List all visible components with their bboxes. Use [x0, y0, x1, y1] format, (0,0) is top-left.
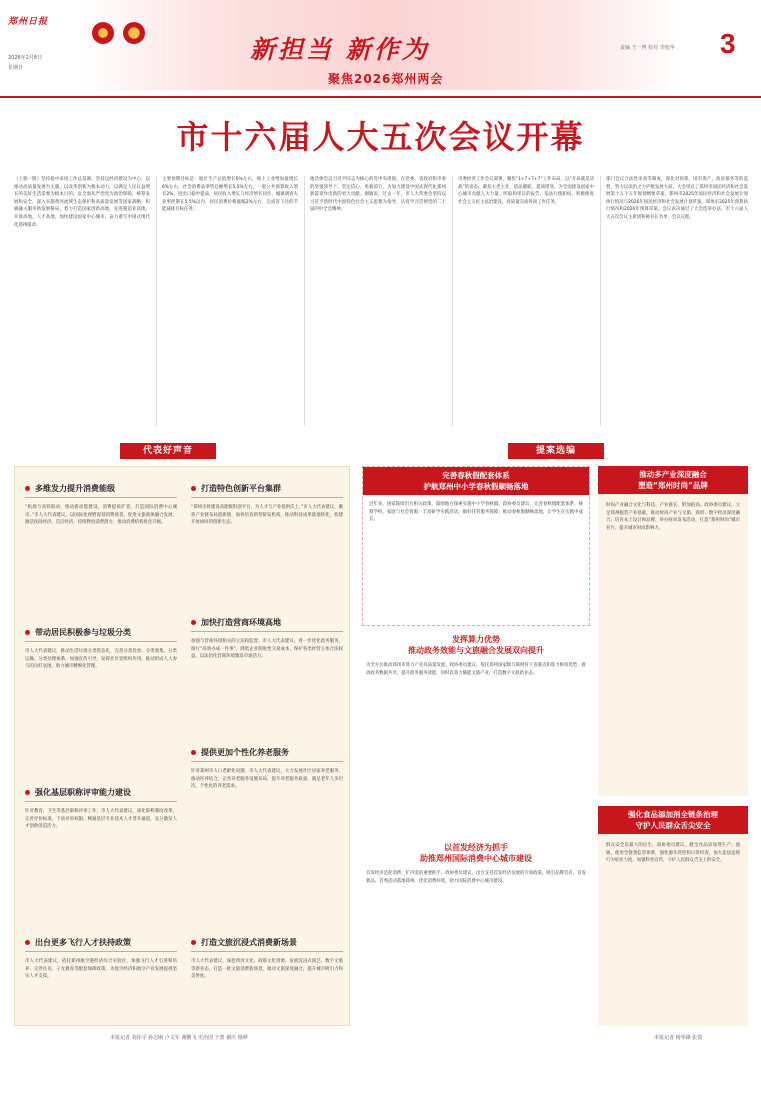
voice-item: [191, 617, 343, 738]
header-divider: [0, 96, 761, 98]
proposal-article: [362, 466, 590, 626]
proposal-article: [362, 842, 590, 1027]
main-headline: 市十六届人大五次会议开幕: [176, 118, 585, 156]
left-panel-tab: 代表好声音: [120, 443, 216, 459]
proposal-title: 推动多产业深度融合 塑造“郑州时尚”品牌: [598, 466, 748, 494]
header-slogan: 新担当 新作为: [250, 35, 430, 64]
proposal-body: 时尚产业融合文化与科技、产业链长，附加值高。政协委员建议，立足郑州服装产业基础，推动时尚产业与文旅、商贸、数字经济深度融合，培育本土设计师品牌，举办时尚发布活动，打造“郑州时尚”城市名片，提升城市时尚影响力。: [606, 503, 740, 531]
article-column-1: （上接一版）坚持稳中求进工作总基调，坚持以经济建设为中心，以推动高质量发展为主题，以改革创新为根本动力，以满足人民日益增长的美好生活需要为根本目的，以全面从严治党为政治保障，统筹发展和安全，深入实施黄河流域生态保护和高质量发展等国家战略，积极融入服务新发展格局，着力打造国家创新高地、先进制造业高地、开放高地、人才高地，加快建设国家中心城市，奋力谱写中国式现代化郑州篇章。: [14, 177, 150, 228]
article-column-5: 部门会议合法性审查等制度，深化对预算、国有资产、政府债务等的监督，努力以法治之力护航发展大局。大会审议了郑州市国民经济和社会发展第十五个五年规划纲要草案，郑州市2025年国民经济和社会发展计划执行情况与2026年国民经济和社会发展计划草案，郑州市2025年预算执行情况和2026年预算草案。会议表决通过了大会选举办法、市十六届人大五次会议主席团和秘书长名单，会议议程。: [606, 177, 748, 220]
representative-voices-panel: [14, 466, 350, 1026]
article-column-3: 地话体会以习近平同志为核心的党中央周围，在党委、省政府和市委的坚强领导下，坚定信心、勇毅前行，为加力建设中国式现代化郑州新篇章作出新的更大贡献。谢敏说，过去一年，市人大常委会坚持以习近平新时代中国特色社会主义思想为指导，认真学习贯彻党的二十届四中全会精神。: [310, 177, 446, 213]
voice-item-body: 针对郑州市人口老龄化问题，市人大代表建议，大力发展社区居家养老服务，推动医养结合，完善养老服务设施布局，提升养老服务质量，满足老年人多层次、个性化的养老需求。: [191, 769, 343, 790]
proposal-title: 发挥算力优势 推动政务效能与文旅融合发展双向提升: [408, 635, 544, 655]
newspaper-logo: 郑州日报: [8, 17, 49, 27]
voice-item-body: 市人大代表建议，推动生活垃圾分类常态化，完善分类投放、分类收集、分类运输、分类处理体系，加强宣传引导，发挥社区党组织作用，推动形成人人参与的良好氛围，助力城市精细化管理。: [25, 649, 177, 670]
column-divider: [156, 176, 157, 426]
voice-item-body: “郑州市将建设高能级科创平台，为人才与产业提供沃土，”市人大代表建议，聚焦产业链布局创新链，加快培育新型研发机构，推动科技成果就地转化，构建开放协同的创新生态。: [191, 505, 343, 526]
page-number: 3: [720, 28, 736, 59]
voice-item-body: 针对教育、卫生等基层职称评审工作，市人大代表建议，深化职称制度改革，完善评价标准，下放评审权限，畅通基层专业技术人才晋升通道，充分激发人才创新创造活力。: [25, 809, 177, 830]
voice-item: [191, 747, 343, 868]
voice-item-title: 打造文旅沉浸式消费新场景: [191, 937, 343, 948]
proposal-title: 完善春秋假配套体系 护航郑州中小学春秋假顺畅落地: [363, 467, 589, 495]
voice-item-body: 加强与营商环境相关的立法和监督，市人大代表建议，进一步优化政务服务，推行“高效办成一件事”，降低企业制度性交易成本，保护各类经营主体合法权益，以法治化营商环境激发市场活力。: [191, 639, 343, 660]
voice-item: [25, 937, 177, 1030]
voice-item: [25, 483, 177, 596]
proposal-article: [362, 634, 590, 834]
proposal-side-box: [598, 806, 748, 1026]
column-divider: [600, 176, 601, 426]
article-column-2: 主要预期目标是：地区生产总值增长6%左右，规上工业增加值增长6%左右，社会消费品零售总额增长5.5%左右，一般公共预算收入增长2%，进出口稳中提质，居民收入增长与经济增长同步，城镇调查失业率控制在5.5%以内，居民消费价格涨幅2%左右，完成省下达的节能减排目标任务。: [162, 177, 298, 213]
voice-item-title: 多维发力提升消费能级: [25, 483, 177, 494]
voice-item: [25, 787, 177, 916]
voice-item-body: “机场与高铁联动，推动新动能建设，消费提质扩容，打造国际消费中心城市。”市人大代表建议，以国际化视野谋划消费场景，促进文旅商体融合发展，激活夜间经济、首店经济，持续释放消费潜力，推动消费结构优化升级。: [25, 505, 177, 526]
column-divider: [304, 176, 305, 426]
voice-item: [191, 483, 343, 596]
voice-item-body: 市人大代表建议，依托郑州航空港经济综合实验区，加强飞行人才引进和培养，完善住房、子女教育等配套保障政策，为低空经济和航空产业发展提供坚实人才支撑。: [25, 959, 177, 980]
emblem-group: [92, 22, 149, 48]
column-divider: [452, 176, 453, 426]
article-column-4: 市委经济工作会议部署，聚焦“1+7+7+7”工作布局，以“开局就是决战”的姿态，紧扣主责主业，依法履职，提质增效，为全面建设国家中心城市贡献人大力量。听取和审议的报告，依法行使职权，积极推进社会主义民主法治建设，高质量完成各项工作任务。: [458, 177, 594, 205]
proposal-title: 以首发经济为抓手 助推郑州国际消费中心城市建设: [420, 843, 532, 863]
proposal-body: 群众安全是最大的民生。政协委员建议，健全食品添加剂生产、流通、使用全链条监管体系，强化源头管控和日常检查，加大违法违规行为惩处力度，加强科普宣传，守护人民群众舌尖上的安全。: [606, 843, 740, 864]
voice-item: [25, 627, 177, 748]
proposal-body: 首发经济是促消费、扩内需的重要抓手。政协委员建议，出台支持首发经济发展的专项政策，吸引品牌首店、首发新品、首秀活动落地郑州，优化消费环境，助力国际消费中心城市建设。: [366, 871, 586, 884]
party-emblem-icon: [92, 22, 114, 44]
voice-item-title: 打造特色创新平台集群: [191, 483, 343, 494]
national-emblem-icon: [123, 22, 145, 44]
issue-date: 2026年2月8日: [8, 55, 43, 61]
voice-item: [191, 937, 343, 1030]
voice-item-title: 加快打造营商环境高地: [191, 617, 343, 628]
voice-item-title: 出台更多飞行人才扶持政策: [25, 937, 177, 948]
page-header: [0, 0, 761, 96]
issue-weekday: 星期日: [8, 65, 24, 71]
editor-credit: 责编 王一博 校对 李旭华: [620, 45, 675, 51]
left-panel-credit: 本报记者 刘伟平 孙志刚 卢文军 谢鹏飞 史治国 王蕾 谢庆 杨晔: [110, 1035, 248, 1041]
proposal-body: 为全方位推动郑州市算力产业高质量发展，政协委员建议，依托郑州国家级互联网骨干直联点和算力枢纽优势，推动政务数据共享，提升政务服务效能，同时以算力赋能文旅产业，打造数字文旅新业态。: [366, 663, 586, 676]
right-section-credit: 本报记者 杨华锋 张倩: [654, 1035, 703, 1041]
proposal-side-box: [598, 466, 748, 796]
section-title: 聚焦2026郑州两会: [328, 72, 444, 86]
voice-item-title: 强化基层职称评审能力建设: [25, 787, 177, 798]
voice-item-title: 带动居民积极参与垃圾分类: [25, 627, 177, 638]
voice-item-body: 市人大代表建议，深挖黄河文化、商都文化资源，发展沉浸式演艺、数字文旅等新业态，打造一批文旅消费新场景，推动文旅深度融合，提升城市吸引力和美誉度。: [191, 959, 343, 980]
voice-item-title: 提供更加个性化养老服务: [191, 747, 343, 758]
right-section-tab: 提案选编: [508, 443, 604, 459]
proposal-body: 近年来，国家陆续出台相关政策，鼓励地方探索实施中小学春秋假。政协委员建议，完善春秋假配套体系，统筹学校、家庭与社会资源，丰富研学实践活动，做好托管服务保障，推动春秋假顺畅落地，让学生在实践中成长。: [369, 502, 583, 523]
proposal-title: 强化食品添加剂全链条治理 守护人民群众舌尖安全: [598, 806, 748, 834]
